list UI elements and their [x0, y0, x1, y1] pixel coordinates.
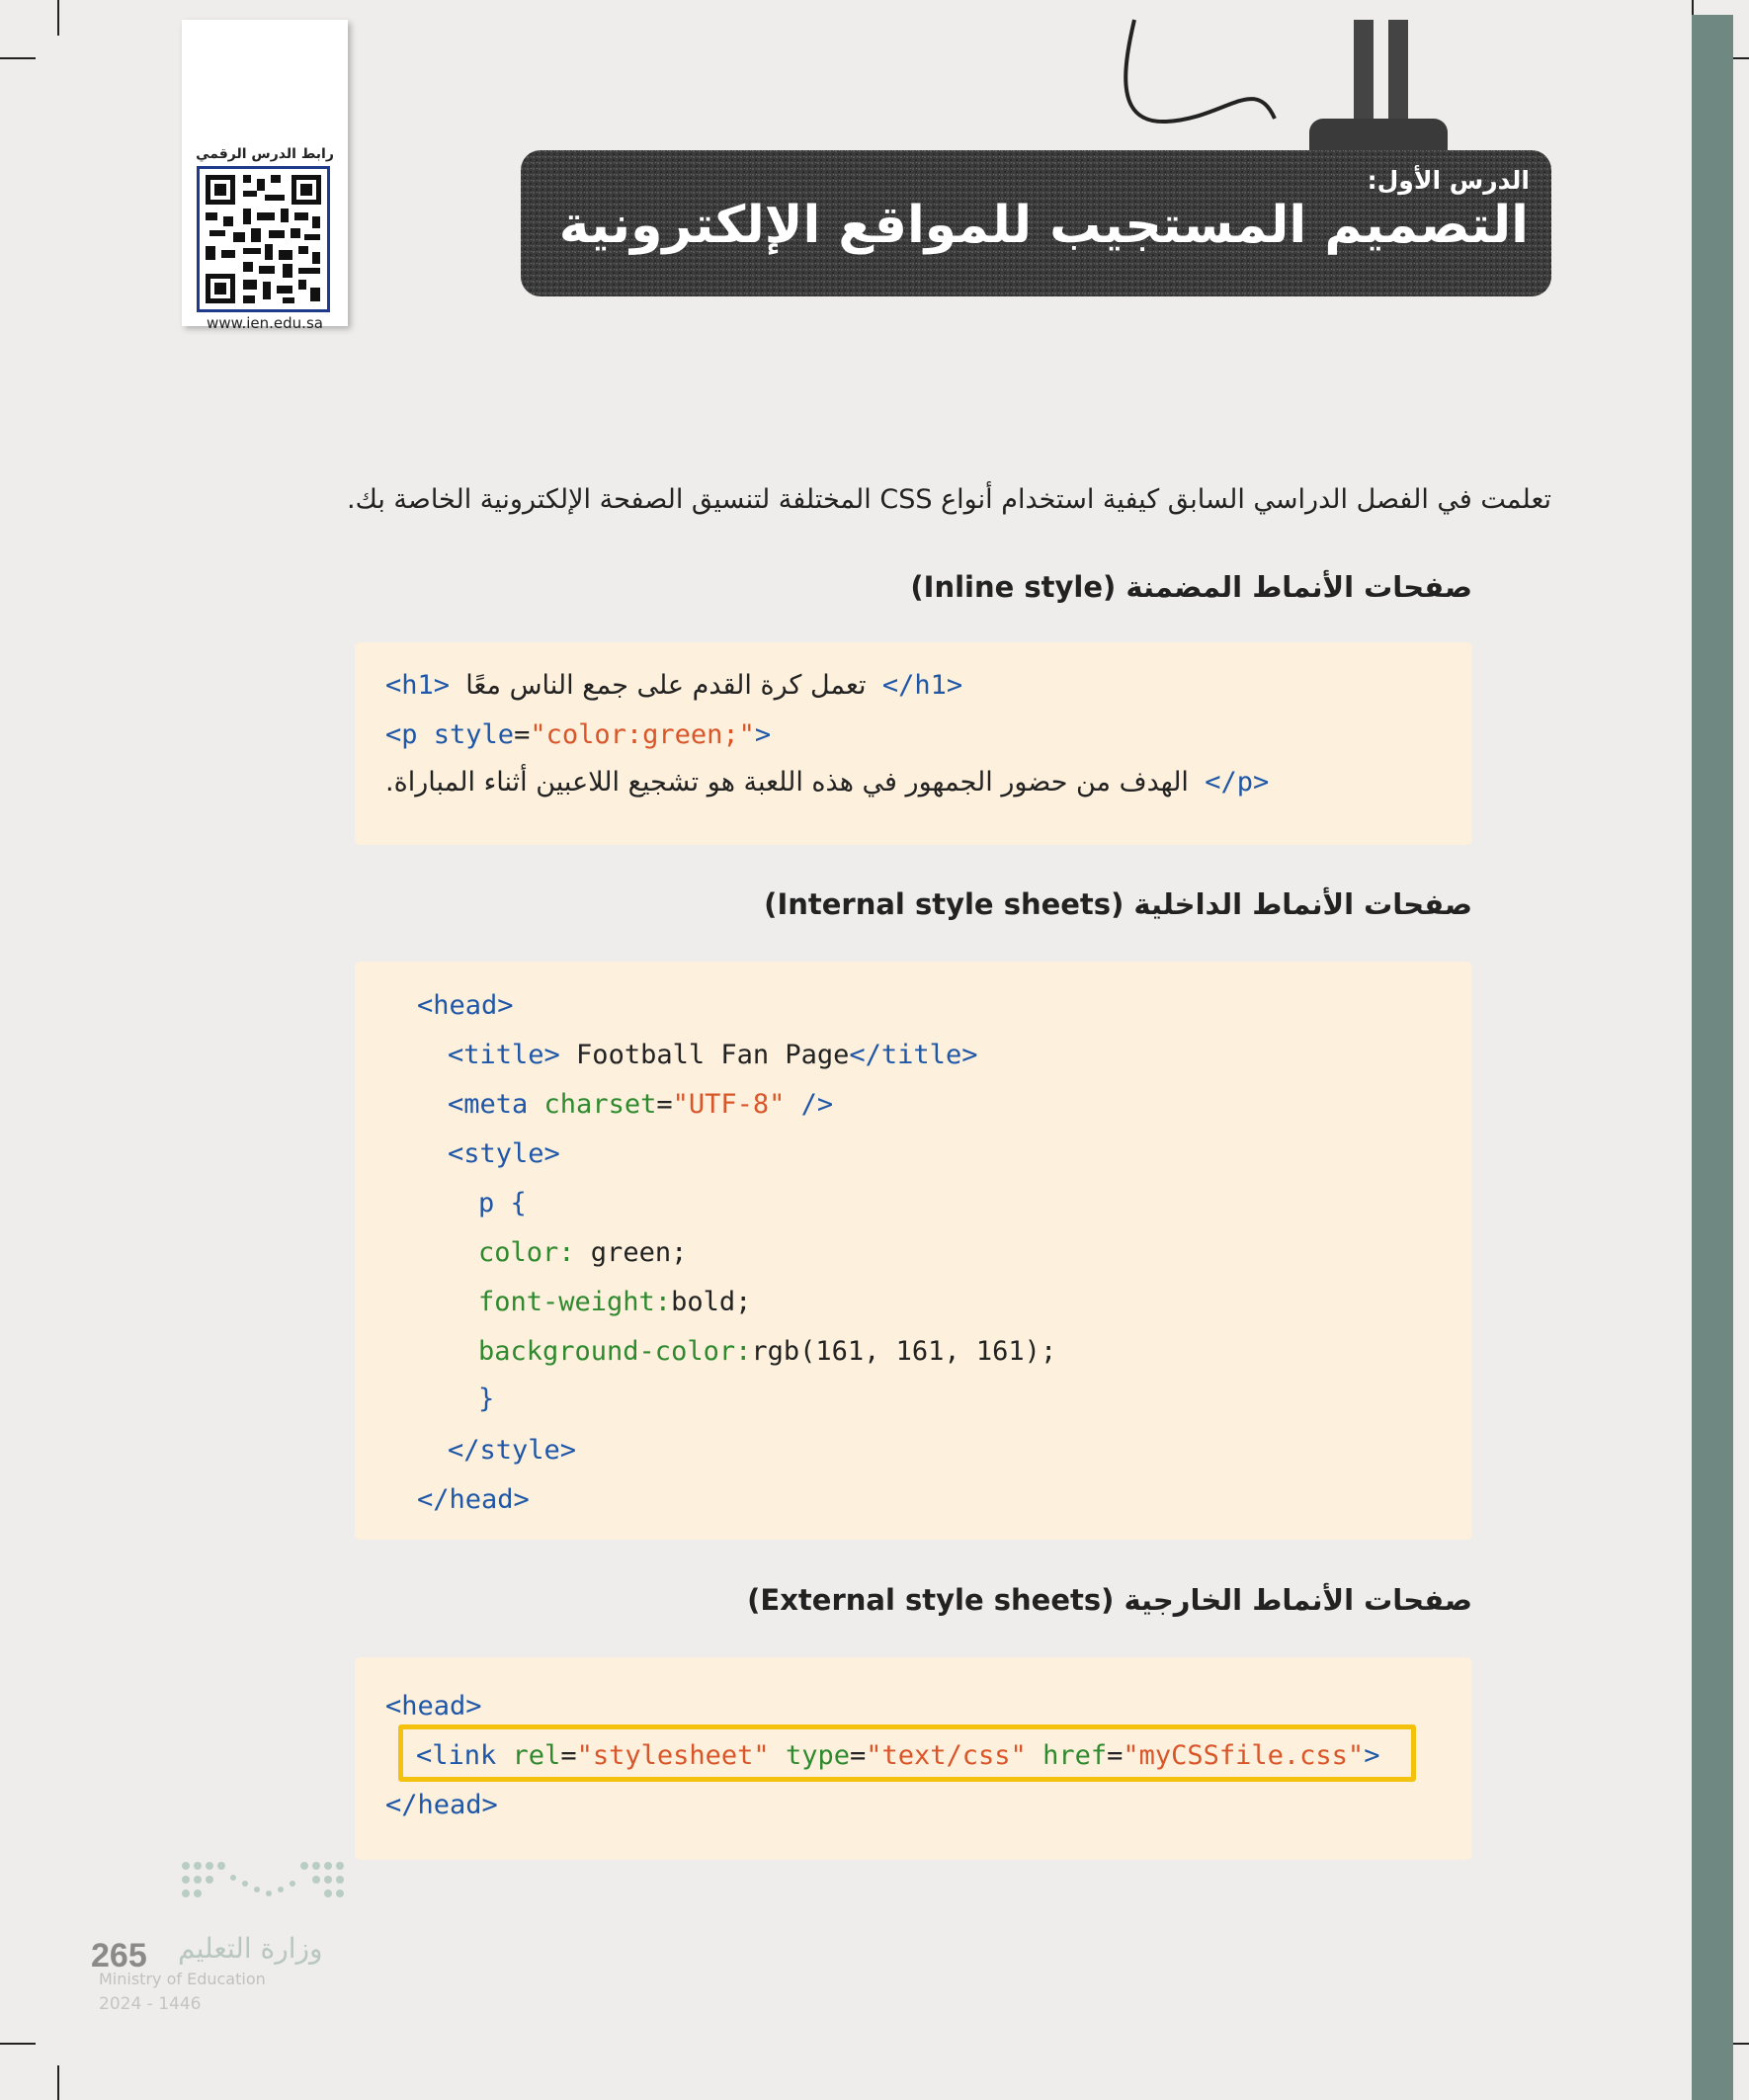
code-token: =: [560, 1740, 577, 1771]
ministry-name-ar: وزارة التعليم: [178, 1932, 323, 1965]
intro-paragraph: تعلمت في الفصل الدراسي السابق كيفية استخدام أنواع CSS المختلفة لتنسيق الصفحة الإلكترونية الخاصة بك.: [346, 484, 1551, 515]
section-heading-external: صفحات الأنماط الخارجية (External style sheets): [747, 1583, 1472, 1617]
code-line: [385, 670, 962, 701]
code-string: "color:green;": [530, 719, 755, 750]
code-string: "myCSSfile.css": [1123, 1740, 1365, 1771]
code-line: [385, 719, 771, 750]
code-line: [385, 1790, 498, 1820]
code-attr: font-weight:: [478, 1287, 672, 1317]
qr-url[interactable]: www.ien.edu.sa: [207, 314, 323, 332]
year-label: 2024 - 1446: [99, 1994, 202, 2014]
page-number: 265: [91, 1937, 147, 1974]
code-token: p {: [478, 1188, 527, 1218]
code-attr: href: [1042, 1740, 1108, 1771]
code-line: [417, 990, 514, 1021]
code-line: [448, 1138, 560, 1169]
code-text: تعمل كرة القدم على جمع الناس معًا: [465, 670, 867, 701]
code-token: >: [1364, 1740, 1380, 1771]
code-line: [448, 1089, 833, 1120]
qr-card[interactable]: [182, 20, 348, 332]
code-attr: background-color:: [478, 1336, 752, 1367]
code-token: =: [849, 1740, 867, 1771]
code-line: [448, 1435, 576, 1466]
crop-mark: [0, 2043, 36, 2045]
qr-title: رابط الدرس الرقمي: [196, 146, 334, 162]
code-line: [478, 1188, 527, 1218]
code-string: "stylesheet": [576, 1740, 770, 1771]
qr-code[interactable]: [197, 166, 330, 312]
code-token: =: [514, 719, 531, 750]
code-token: =: [1107, 1740, 1124, 1771]
section-heading-inline: صفحات الأنماط المضمنة (Inline style): [910, 570, 1472, 604]
code-token: <style>: [448, 1138, 560, 1169]
code-token: </title>: [849, 1040, 978, 1070]
code-line: [417, 1484, 530, 1515]
code-token: <head>: [417, 990, 514, 1021]
code-token: <link: [416, 1740, 497, 1771]
code-attr: style: [433, 719, 515, 750]
code-string: "text/css": [866, 1740, 1027, 1771]
code-attr: color:: [478, 1237, 575, 1268]
code-line: [448, 1040, 977, 1070]
code-line: [416, 1740, 1379, 1771]
code-token: }: [478, 1384, 495, 1414]
code-text: Football Fan Page: [559, 1040, 850, 1070]
code-text: green;: [574, 1237, 688, 1268]
code-text: الهدف من حضور الجمهور في هذه اللعبة هو تشجيع اللاعبين أثناء المباراة.: [385, 767, 1189, 798]
code-attr: rel: [512, 1740, 561, 1771]
code-line: [385, 767, 1269, 798]
section-heading-internal: صفحات الأنماط الداخلية (Internal style sheets): [764, 887, 1472, 921]
code-text: rgb(161, 161, 161);: [751, 1336, 1057, 1367]
lesson-label: الدرس الأول:: [1367, 166, 1530, 195]
side-band: [1692, 15, 1733, 2100]
code-text: bold;: [671, 1287, 752, 1317]
code-token: />: [785, 1089, 834, 1120]
ministry-logo-icon: [178, 1858, 351, 1907]
code-token: <meta: [448, 1089, 529, 1120]
code-line: [478, 1384, 494, 1414]
code-token: </head>: [417, 1484, 530, 1515]
code-line: [478, 1287, 751, 1317]
code-token: <title>: [448, 1040, 560, 1070]
code-token: </p>: [1205, 767, 1270, 798]
code-line: [478, 1237, 687, 1268]
banner-decoration: [1117, 15, 1512, 163]
code-token: <p: [385, 719, 418, 750]
crop-mark: [0, 57, 36, 59]
code-token: =: [656, 1089, 673, 1120]
code-token: </h1>: [881, 670, 963, 701]
lesson-title: التصميم المستجيب للمواقع الإلكترونية: [558, 196, 1529, 255]
code-attr: charset: [543, 1089, 657, 1120]
code-line: [478, 1336, 1056, 1367]
code-token: <head>: [385, 1691, 482, 1722]
code-token: </style>: [448, 1435, 577, 1466]
code-line: [385, 1691, 482, 1722]
code-token: >: [754, 719, 772, 750]
code-token: </head>: [385, 1790, 498, 1820]
code-string: "UTF-8": [672, 1089, 786, 1120]
code-token: <h1>: [385, 670, 451, 701]
ministry-name-en: Ministry of Education: [99, 1970, 266, 1988]
crop-mark: [57, 2065, 59, 2100]
code-attr: type: [785, 1740, 850, 1771]
crop-mark: [57, 0, 59, 36]
